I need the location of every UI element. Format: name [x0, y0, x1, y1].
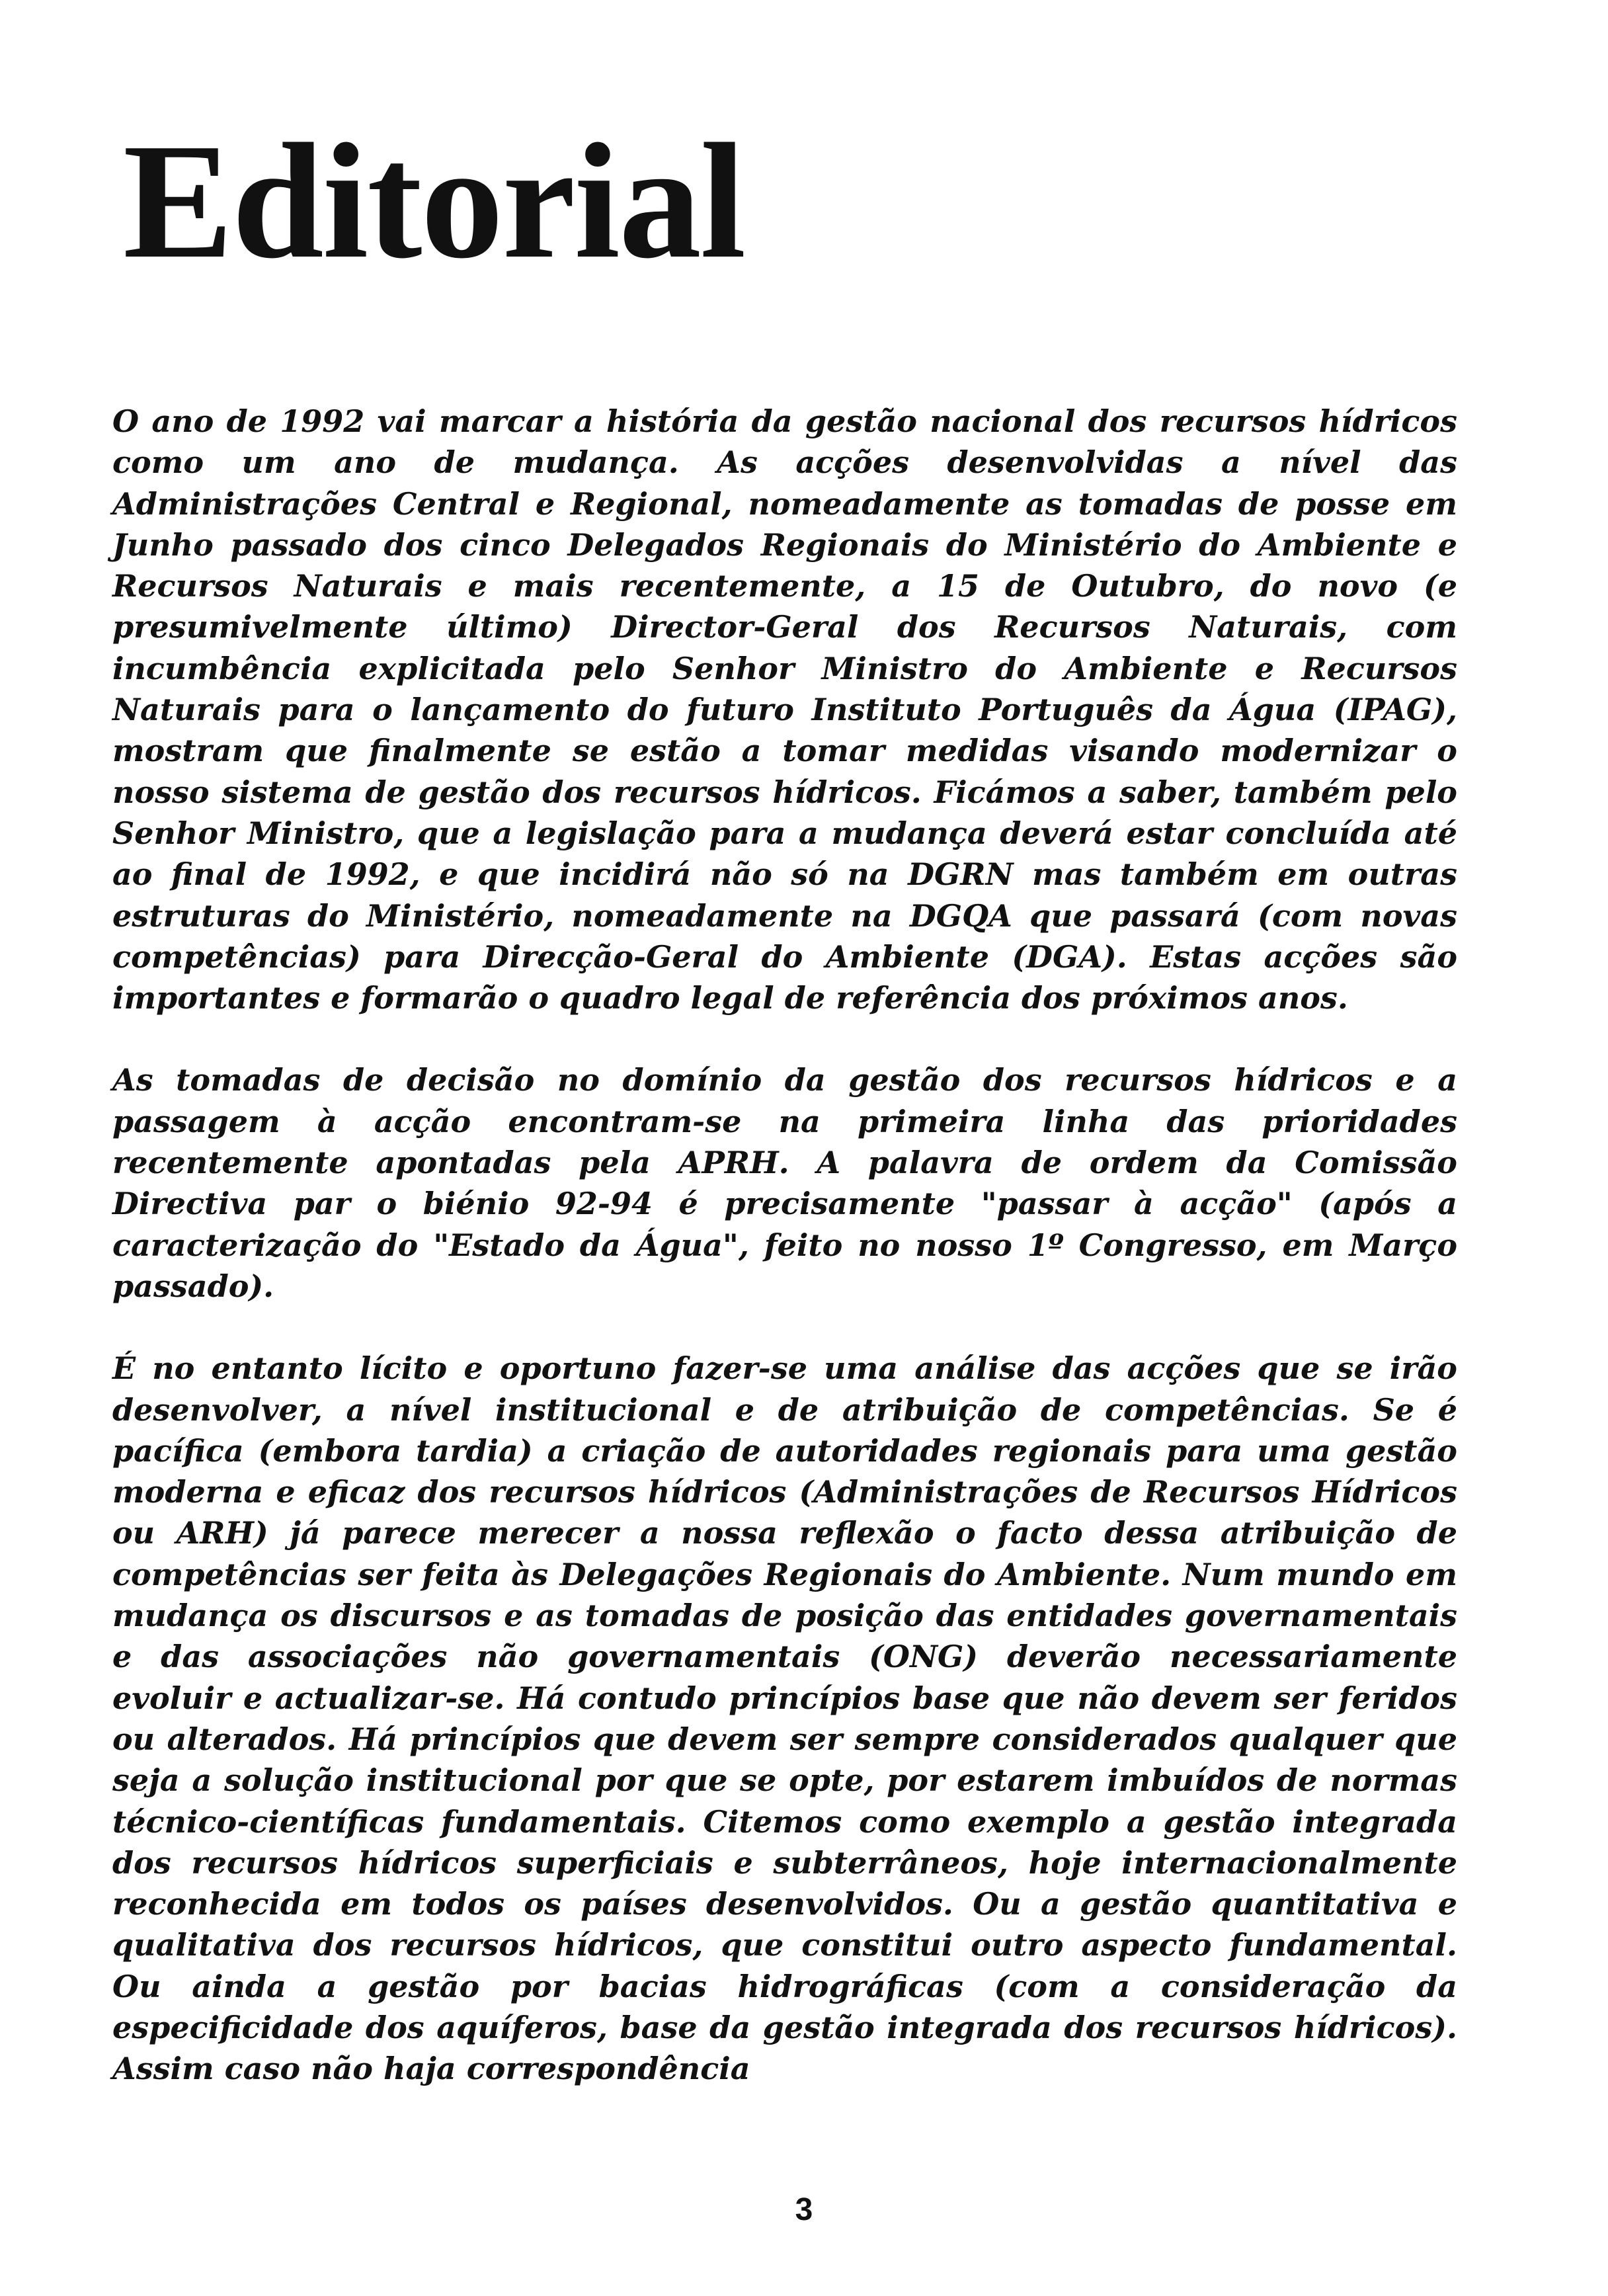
paragraph: O ano de 1992 vai marcar a história da gestão nacional dos recursos hídricos como um ano de mudança. As acções desenvolvidas a nível das Administrações Central e Regional, nomeadamente as tomadas de posse em Junho passado dos cinco Delegados Regionais do Ministério do Ambiente e Recursos Naturais e mais recentemente, a 15 de Outubro, do novo (e presumivelmente último) Director-Geral dos Recursos Naturais, com incumbência explicitada pelo Senhor Ministro do Ambiente e Recursos Naturais para o lançamento do futuro Instituto Português da Água (IPAG), mostram que finalmente se estão a tomar medidas visando modernizar o nosso sistema de gestão dos recursos hídricos. Ficámos a saber, também pelo Senhor Ministro, que a legislação para a mudança deverá estar concluída até ao final de 1992, e que incidirá não só na DGRN mas também em outras estruturas do Ministério, nomeadamente na DGQA que passará (com novas competências) para Direcção-Geral do Ambiente (DGA). Estas acções são importantes e formarão o quadro legal de referência dos próximos anos. — [112, 403, 1457, 1016]
page-title: Editorial — [123, 110, 745, 293]
paragraph: É no entanto lícito e oportuno fazer-se uma análise das acções que se irão desenvolver, a nível institucional e de atribuição de competências. Se é pacífica (embora tardia) a criação de autoridades regionais para uma gestão moderna e eficaz dos recursos hídricos (Administrações de Recursos Hídricos ou ARH) já parece merecer a nossa reflexão o facto dessa atribuição de competências ser feita às Delegações Regionais do Ambiente. Num mundo em mudança os discursos e as tomadas de posição das entidades governamentais e das associações não governamentais (ONG) deverão necessariamente evoluir e actualizar-se. Há contudo princípios base que não devem ser feridos ou alterados. Há princípios que devem ser sempre considerados qualquer que seja a solução institucional por que se opte, por estarem imbuídos de normas técnico-científicas fundamentais. Citemos como exemplo a gestão integrada dos recursos hídricos superficiais e subterrâneos, hoje internacionalmente reconhecida em todos os países desenvolvidos. Ou a gestão quantitativa e qualitativa dos recursos hídricos, que constitui outro aspecto fundamental. Ou ainda a gestão por bacias hidrográficas (com a consideração da especificidade dos aquíferos, base da gestão integrada dos recursos hídricos). Assim caso não haja correspondência — [112, 1350, 1457, 2087]
page-number: 3 — [795, 2192, 813, 2227]
editorial-body — [112, 401, 1457, 2090]
paragraph: As tomadas de decisão no domínio da gestão dos recursos hídricos e a passagem à acção encontram-se na primeira linha das prioridades recentemente apontadas pela APRH. A palavra de ordem da Comissão Directiva par o biénio 92-94 é precisamente "passar à acção" (após a caracterização do "Estado da Água", feito no nosso 1º Congresso, em Março passado). — [112, 1062, 1457, 1304]
